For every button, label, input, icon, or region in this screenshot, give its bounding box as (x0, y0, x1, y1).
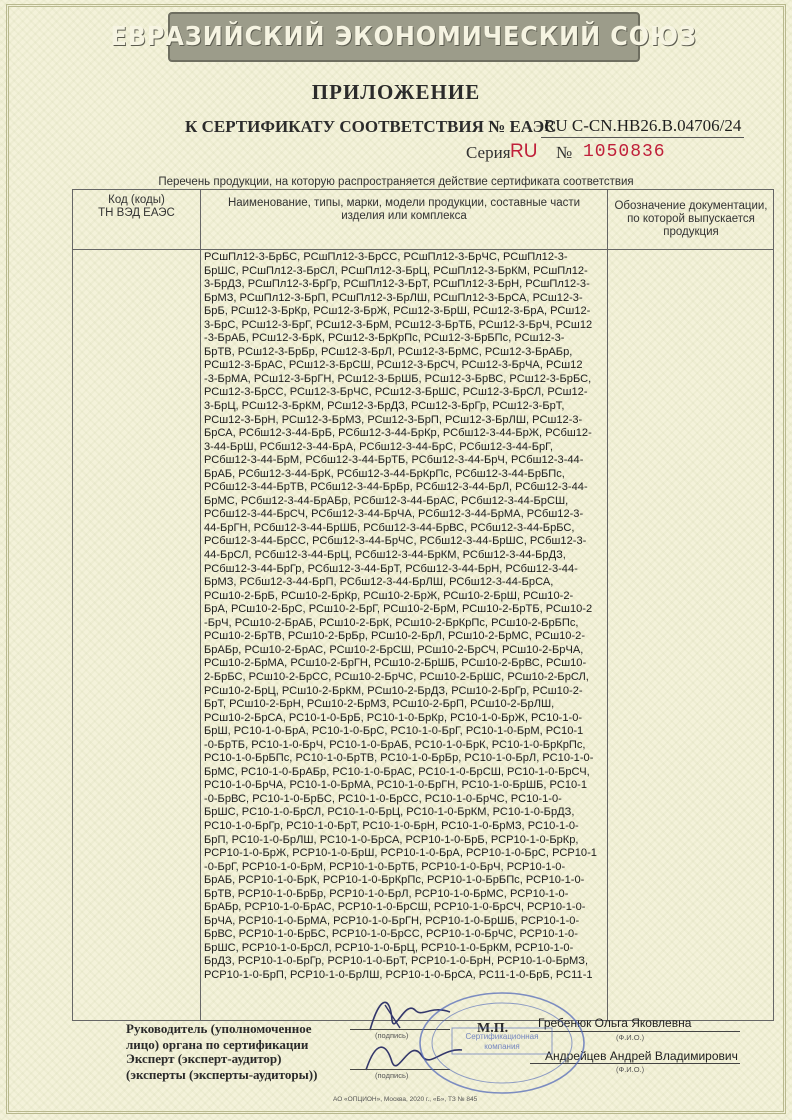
document-subtitle: К СЕРТИФИКАТУ СООТВЕТСТВИЯ № ЕАЭС (185, 117, 557, 136)
stamp-line-2: компания (484, 1042, 520, 1051)
column-header-docs: Обозначение документации, по которой выпускается продукция (614, 200, 768, 238)
series-code: RU (510, 141, 538, 162)
stamp-line-1: Сертификационная (465, 1032, 539, 1041)
column-divider-2 (607, 190, 608, 1020)
round-stamp-icon (412, 988, 592, 1098)
form-number: 1050836 (583, 142, 666, 162)
products-table (72, 189, 774, 1021)
series-label: Серия (466, 143, 511, 162)
header-divider (73, 249, 773, 250)
table-caption: Перечень продукции, на которую распространяется действие сертификата соответствия (158, 176, 634, 188)
products-list: РСшПл12-3-БрБС, РСшПл12-3-БрСС, РСшПл12-3-БрЧС, РСшПл12-3- БрШС, РСшПл12-3-БрСЛ, РСшПл12-3-БрЦ, РСшПл12-3-БрКМ, РСшПл12- 3-БрДЗ, РСшПл12-3-БрГр, РСшПл12-3-БрТ, РСшПл12-3-БрН, РСшПл12-3- БрМЗ, РСшПл12-3-БрП, РСшПл12-3-БрЛШ, РСшПл12-3-БрСА, РСш12-3- БрБ, РСш12-3-БрКр, РСш12-3-БрЖ, РСш12-3-БрШ, РСш12-3-БрА, РСш12- 3-БрС, РСш12-3-БрГ, РСш12-3-БрМ, РСш12-3-БрТБ, РСш12-3-БрЧ, РСш12 -3-БрАБ, РСш12-3-БрК, РСш12-3-БрКрПс, РСш12-3-БрБПс, РСш12-3- БрТВ, РСш12-3-БрБр, РСш12-3-БрЛ, РСш12-3-БрМС, РСш12-3-БрАБр, РСш12-3-БрАС, РСш12-3-БрСШ, РСш12-3-БрСЧ, РСш12-3-БрЧА, РСш12 -3-БрМА, РСш12-3-БрГН, РСш12-3-БрШБ, РСш12-3-БрВС, РСш12-3-БрБС, РСш12-3-БрСС, РСш12-3-БрЧС, РСш12-3-БрШС, РСш12-3-БрСЛ, РСш12- 3-БрЦ, РСш12-3-БрКМ, РСш12-3-БрДЗ, РСш12-3-БрГр, РСш12-3-БрТ, РСш12-3-БрН, РСш12-3-БрМЗ, РСш12-3-БрП, РСш12-3-БрЛШ, РСш12-3- БрСА, РСбш12-3-44-БрБ, РСбш12-3-44-БрКр, РСбш12-3-44-БрЖ, РСбш12- 3-44-БрШ, РСбш12-3-44-БрА, РСбш12-3-44-БрС, РСбш12-3-44-БрГ, РСбш12-3-44-БрМ, РСбш12-3-44-БрТБ, РСбш12-3-44-БрЧ, РСбш12-3-44- БрАБ, РСбш12-3-44-БрК, РСбш12-3-44-БрКрПс, РСбш12-3-44-БрБПс, РСбш12-3-44-БрТВ, РСбш12-3-44-БрБр, РСбш12-3-44-БрЛ, РСбш12-3-44- БрМС, РСбш12-3-44-БрАБр, РСбш12-3-44-БрАС, РСбш12-3-44-БрСШ, РСбш12-3-44-БрСЧ, РСбш12-3-44-БрЧА, РСбш12-3-44-БрМА, РСбш12-3- 44-БрГН, РСбш12-3-44-БрШБ, РСбш12-3-44-БрВС, РСбш12-3-44-БрБС, РСбш12-3-44-БрСС, РСбш12-3-44-БрЧС, РСбш12-3-44-БрШС, РСбш12-3- 44-БрСЛ, РСбш12-3-44-БрЦ, РСбш12-3-44-БрКМ, РСбш12-3-44-БрДЗ, РСбш12-3-44-БрГр, РСбш12-3-44-БрТ, РСбш12-3-44-БрН, РСбш12-3-44- БрМЗ, РСбш12-3-44-БрП, РСбш12-3-44-БрЛШ, РСбш12-3-44-БрСА, РСш10-2-БрБ, РСш10-2-БрКр, РСш10-2-БрЖ, РСш10-2-БрШ, РСш10-2- БрА, РСш10-2-БрС, РСш10-2-БрГ, РСш10-2-БрМ, РСш10-2-БрТБ, РСш10-2 -БрЧ, РСш10-2-БрАБ, РСш10-2-БрК, РСш10-2-БрКрПс, РСш10-2-БрБПс, РСш10-2-БрТВ, РСш10-2-БрБр, РСш10-2-БрЛ, РСш10-2-БрМС, РСш10-2- БрАБр, РСш10-2-БрАС, РСш10-2-БрСШ, РСш10-2-БрСЧ, РСш10-2-БрЧА, РСш10-2-БрМА, РСш10-2-БрГН, РСш10-2-БрШБ, РСш10-2-БрВС, РСш10- 2-БрБС, РСш10-2-БрСС, РСш10-2-БрЧС, РСш10-2-БрШС, РСш10-2-БрСЛ, РСш10-2-БрЦ, РСш10-2-БрКМ, РСш10-2-БрДЗ, РСш10-2-БрГр, РСш10-2- БрТ, РСш10-2-БрН, РСш10-2-БрМЗ, РСш10-2-БрП, РСш10-2-БрЛШ, РСш10-2-БрСА, РС10-1-0-БрБ, РС10-1-0-БрКр, РС10-1-0-БрЖ, РС10-1-0- БрШ, РС10-1-0-БрА, РС10-1-0-БрС, РС10-1-0-БрГ, РС10-1-0-БрМ, РС10-1 -0-БрТБ, РС10-1-0-БрЧ, РС10-1-0-БрАБ, РС10-1-0-БрК, РС10-1-0-БрКрПс, РС10-1-0-БрБПс, РС10-1-0-БрТВ, РС10-1-0-БрБр, РС10-1-0-БрЛ, РС10-1-0- БрМС, РС10-1-0-БрАБр, РС10-1-0-БрАС, РС10-1-0-БрСШ, РС10-1-0-БрСЧ, РС10-1-0-БрЧА, РС10-1-0-БрМА, РС10-1-0-БрГН, РС10-1-0-БрШБ, РС10-1 -0-БрВС, РС10-1-0-БрБС, РС10-1-0-БрСС, РС10-1-0-БрЧС, РС10-1-0- БрШС, РС10-1-0-БрСЛ, РС10-1-0-БрЦ, РС10-1-0-БрКМ, РС10-1-0-БрДЗ, РС10-1-0-БрГр, РС10-1-0-БрТ, РС10-1-0-БрН, РС10-1-0-БрМЗ, РС10-1-0- БрП, РС10-1-0-БрЛШ, РС10-1-0-БрСА, РСР10-1-0-БрБ, РСР10-1-0-БрКр, РСР10-1-0-БрЖ, РСР10-1-0-БрШ, РСР10-1-0-БрА, РСР10-1-0-БрС, РСР10-1 -0-БрГ, РСР10-1-0-БрМ, РСР10-1-0-БрТБ, РСР10-1-0-БрЧ, РСР10-1-0- БрАБ, РСР10-1-0-БрК, РСР10-1-0-БрКрПс, РСР10-1-0-БрБПс, РСР10-1-0- БрТВ, РСР10-1-0-БрБр, РСР10-1-0-БрЛ, РСР10-1-0-БрМС, РСР10-1-0- БрАБр, РСР10-1-0-БрАС, РСР10-1-0-БрСШ, РСР10-1-0-БрСЧ, РСР10-1-0- БрЧА, РСР10-1-0-БрМА, РСР10-1-0-БрГН, РСР10-1-0-БрШБ, РСР10-1-0- БрВС, РСР10-1-0-БрБС, РСР10-1-0-БрСС, РСР10-1-0-БрЧС, РСР10-1-0- БрШС, РСР10-1-0-БрСЛ, РСР10-1-0-БрЦ, РСР10-1-0-БрКМ, РСР10-1-0- БрДЗ, РСР10-1-0-БрГр, РСР10-1-0-БрТ, РСР10-1-0-БрН, РСР10-1-0-БрМЗ, РСР10-1-0-БрП, РСР10-1-0-БрЛШ, РСР10-1-0-БрСА, РС11-1-0-БрБ, РС11-1 (204, 251, 597, 981)
expert-name: Андрейцев Андрей Владимирович (545, 1049, 738, 1063)
column-header-name: Наименование, типы, марки, модели продукции, составные части изделия или комплекса (227, 197, 581, 222)
expert-signature-hint: (подпись) (375, 1071, 409, 1080)
head-signature-hint: (подпись) (375, 1031, 409, 1040)
number-label: № (556, 143, 573, 162)
head-name: Гребенюк Ольга Яковлевна (538, 1016, 692, 1030)
union-banner-text: ЕВРАЗИЙСКИЙ ЭКОНОМИЧЕСКИЙ СОЮЗ (110, 22, 698, 52)
document-title: ПРИЛОЖЕНИЕ (311, 80, 481, 104)
column-header-code: Код (коды) ТН ВЭД ЕАЭС (98, 194, 175, 219)
certificate-number: RU C-CN.НВ26.В.04706/24 (541, 116, 744, 138)
stamp-place-label: М.П. (477, 1021, 509, 1036)
column-divider-1 (200, 190, 201, 1020)
printer-imprint: АО «ОПЦИОН», Москва, 2020 г., «Б», ТЗ № 845 (333, 1096, 478, 1103)
union-banner (110, 12, 698, 62)
head-fio-hint: (Ф.И.О.) (616, 1033, 645, 1042)
expert-fio-hint: (Ф.И.О.) (616, 1065, 645, 1074)
expert-role-label: Эксперт (эксперт-аудитор) (эксперты (эксперты-аудиторы)) (126, 1051, 318, 1082)
head-role-label: Руководитель (уполномоченное лицо) органа по сертификации (126, 1021, 312, 1052)
